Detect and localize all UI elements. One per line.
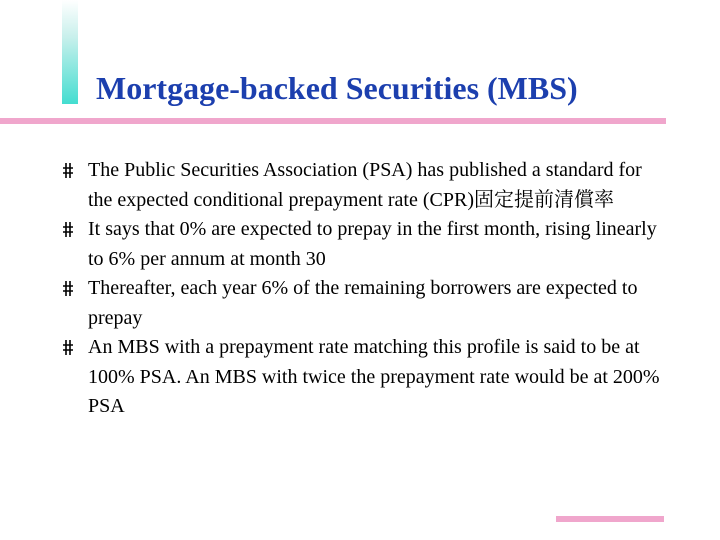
footer-accent-rule (556, 516, 664, 522)
bullet-item (62, 215, 662, 274)
bullet-item (62, 333, 662, 422)
hash-bullet-icon (62, 162, 74, 179)
hash-bullet-icon (62, 280, 74, 297)
bullet-list (62, 156, 662, 422)
hash-bullet-icon (62, 339, 74, 356)
slide-title: Mortgage-backed Securities (MBS) (96, 70, 578, 106)
bullet-text: An MBS with a prepayment rate matching this profile is said to be at 100% PSA. An MBS with twice the prepayment rate would be at 200% PSA (88, 336, 660, 417)
title-underline-rule (0, 118, 666, 124)
bullet-item (62, 156, 662, 215)
hash-bullet-icon (62, 221, 74, 238)
bullet-text: It says that 0% are expected to prepay in the first month, rising linearly to 6% per annum at month 30 (88, 218, 657, 270)
decorative-gradient-bar (62, 0, 78, 104)
bullet-text: The Public Securities Association (PSA) has published a standard for the expected conditional prepayment rate (CPR)固定提前清償率 (88, 159, 642, 211)
bullet-text: Thereafter, each year 6% of the remaining borrowers are expected to prepay (88, 277, 638, 329)
bullet-item (62, 274, 662, 333)
